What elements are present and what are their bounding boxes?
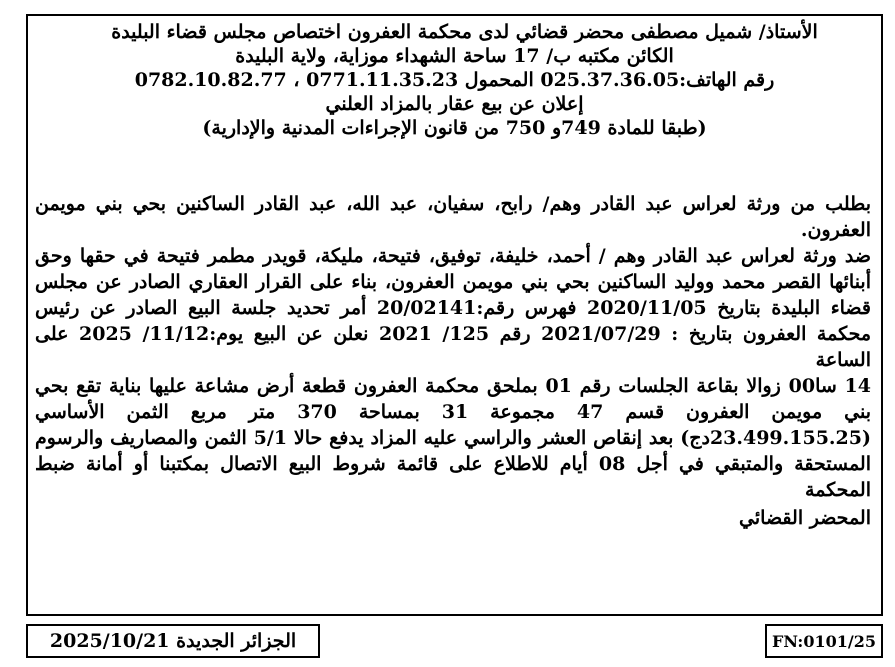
defendants-paragraph: ضد ورثة لعراس عبد القادر وهم / أحمد، خليفة، توفيق، فتيحة، مليكة، قويدر مطمر فتيحة في حقها وحق أبنائها القصر محمد ووليد الساكنين بحي بني مويمن العفرون، بناء على القرار العقاري الصادر عن مجلس قضاء البليدة بتاريخ 2020/11/05 فهرس رقم:20/02141 أمر تحديد جلسة البيع الصادر عن رئيس محكمة العفرون بتاريخ : 2021/07/29 رقم 125/ 2021 نعلن عن البيع يوم:11/12/ 2025 على الساعة <box>35 245 872 371</box>
announcement-title: إعلان عن بيع عقار بالمزاد العلني <box>325 93 584 115</box>
signature: المحضر القضائي <box>739 507 871 529</box>
newspaper-date: الجزائر الجديدة 2025/10/21 <box>49 630 297 652</box>
bailiff-name-line: الأستاذ/ شميل مصطفى محضر قضائي لدى محكمة العفرون اختصاص مجلس قضاء البليدة <box>111 21 818 43</box>
reference-number: FN:0101/25 <box>772 631 876 651</box>
plaintiffs-paragraph: بطلب من ورثة لعراس عبد القادر وهم/ رابح، سفيان، عبد الله، عبد القادر الساكنين بحي بني مويمن العفرون. <box>35 193 871 241</box>
phone-numbers-line: رقم الهاتف:025.37.36.05 المحمول 0771.11.35.23 ، 0782.10.82.77 <box>134 69 775 91</box>
bailiff-header <box>28 20 881 140</box>
reference-box <box>765 624 883 658</box>
legal-reference-subtitle: (طبقا للمادة 749و 750 من قانون الإجراءات المدنية والإدارية) <box>202 117 707 139</box>
announcement-frame <box>26 14 883 616</box>
auction-details-paragraph: 14 سا00 زوالا بقاعة الجلسات رقم 01 بملحق محكمة العفرون قطعة أرض مشاعة عليها بناية تقع بحي بني مويمن العفرون قسم 47 مجموعة 31 بمساحة 370 متر مربع الثمن الأساسي (23.499.155.25دج) بعد إنقاص العشر والراسي عليه المزاد يدفع حالا 5/1 الثمن والمصاريف والرسوم المستحقة والمتبقي في أجل 08 أيام للاطلاع على قائمة شروط البيع الاتصال بمكتبنا أو أمانة ضبط المحكمة <box>35 375 872 501</box>
office-address-line: الكائن مكتبه ب/ 17 ساحة الشهداء موزاية، ولاية البليدة <box>235 45 674 67</box>
newspaper-date-box <box>26 624 320 658</box>
announcement-body <box>35 191 871 531</box>
